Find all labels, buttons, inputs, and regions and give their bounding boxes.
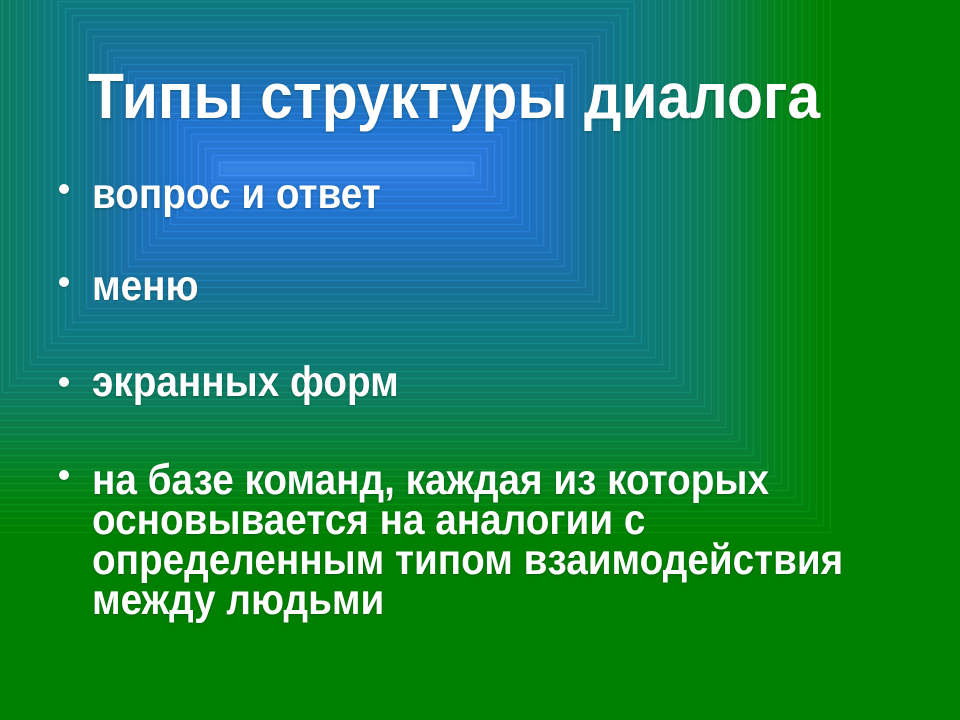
bullet-icon xyxy=(59,277,69,287)
list-item xyxy=(92,262,199,310)
bullet-text: между людьми xyxy=(92,576,385,624)
bullet-text: на базе команд, каждая из которых xyxy=(92,456,769,504)
bullet-icon xyxy=(59,470,69,480)
list-item xyxy=(92,358,399,406)
bullet-text: основывается на аналогии с xyxy=(92,496,646,544)
slide-title: Типы структуры диалога xyxy=(88,60,821,132)
bullet-text: определенным типом взаимодействия xyxy=(92,536,844,584)
list-item xyxy=(92,170,381,218)
bullet-text: меню xyxy=(92,262,199,310)
bullet-icon xyxy=(59,377,69,387)
list-item xyxy=(92,456,844,624)
bullet-icon xyxy=(59,184,69,194)
bullet-text: вопрос и ответ xyxy=(92,170,381,218)
bullet-text: экранных форм xyxy=(92,358,399,406)
